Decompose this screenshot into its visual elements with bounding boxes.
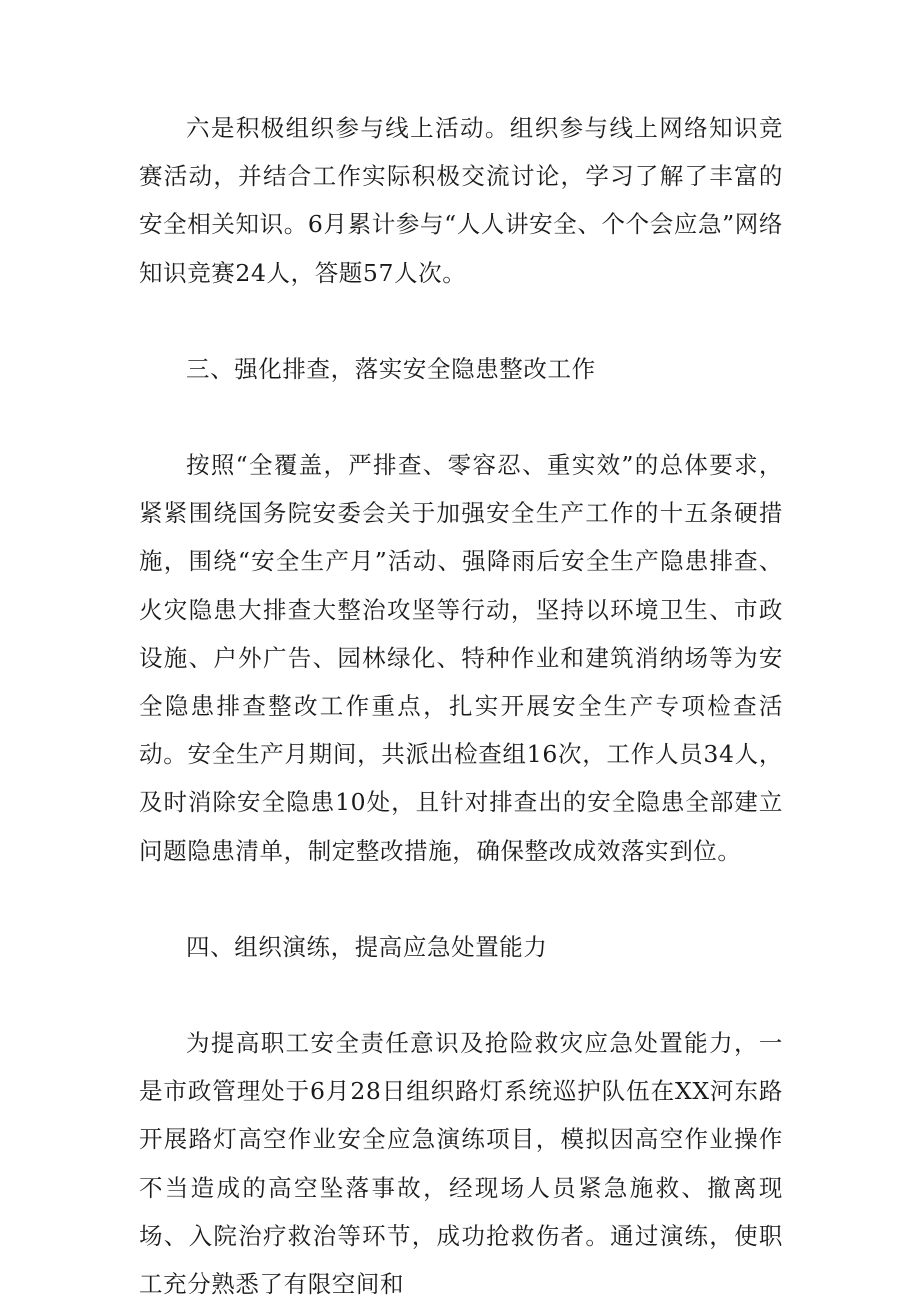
paragraph-gap [139,875,783,923]
paragraph-gap [139,971,783,1019]
paragraph-drill: 为提高职工安全责任意识及抢险救灾应急处置能力，一是市政管理处于6月28日组织路灯系统巡护队伍在XX河东路开展路灯高空作业安全应急演练项目，模拟因高空作业操作不当造成的高空坠落事故，经现场人员紧急施救、撤离现场、入院治疗救治等环节，成功抢救伤者。通过演练，使职工充分熟悉了有限空间和 [139,1029,783,1299]
section-heading-three: 三、强化排查，落实安全隐患整改工作 [186,354,596,383]
paragraph-inspection: 按照“全覆盖，严排查、零容忍、重实效”的总体要求，紧紧围绕国务院安委会关于加强安全生产工作的十五条硬措施，围绕“安全生产月”活动、强降雨后安全生产隐患排查、火灾隐患大排查大整治攻坚等行动，坚持以环境卫生、市政设施、户外广告、园林绿化、特种作业和建筑消纳场等为安全隐患排查整改工作重点，扎实开展安全生产专项检查活动。安全生产月期间，共派出检查组16次，工作人员34人，及时消除安全隐患10处，且针对排查出的安全隐患全部建立问题隐患清单，制定整改措施，确保整改成效落实到位。 [139,451,783,865]
document-body [139,104,783,1308]
paragraph-gap [139,393,783,441]
paragraph-online-activities: 六是积极组织参与线上活动。组织参与线上网络知识竞赛活动，并结合工作实际积极交流讨论，学习了解了丰富的安全相关知识。6月累计参与“人人讲安全、个个会应急”网络知识竞赛24人，答题57人次。 [139,114,783,287]
section-heading-four: 四、组织演练，提高应急处置能力 [186,932,548,961]
paragraph-gap [139,297,783,345]
